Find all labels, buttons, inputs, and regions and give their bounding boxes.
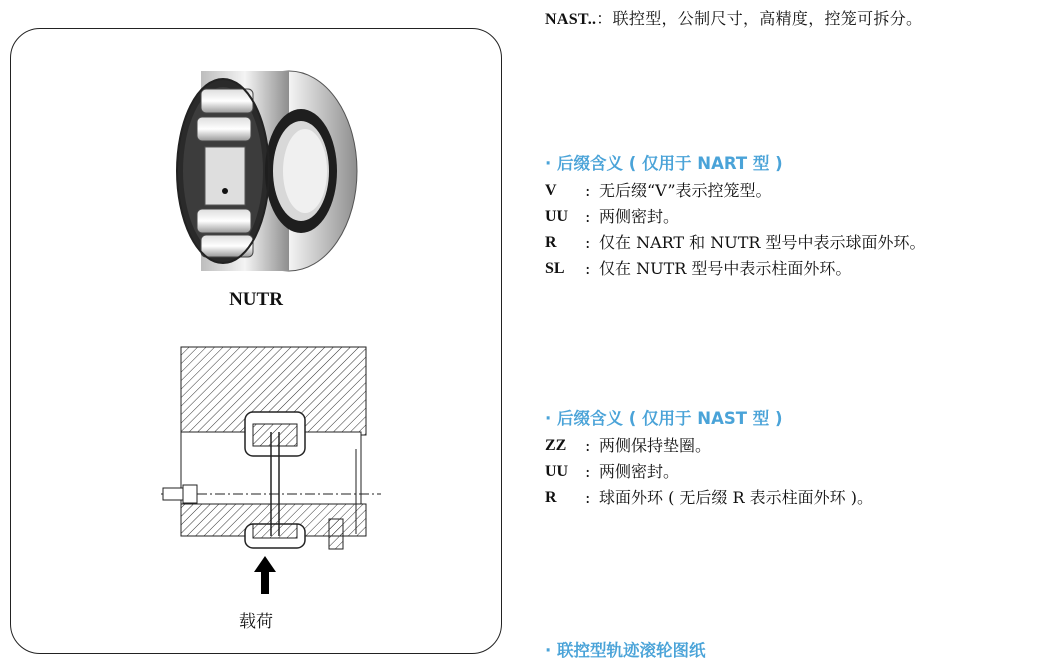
- intro-text: ：联控型，公制尺寸，高精度，控笼可拆分。: [596, 9, 923, 28]
- suffix-nast-heading: · 后缀含义 ( 仅用于 NAST 型 ): [545, 409, 783, 428]
- list-item: UU : 两侧密封。: [545, 462, 680, 481]
- intro-code: NAST..: [545, 11, 597, 28]
- load-caption: 载荷: [239, 612, 273, 632]
- list-item: ZZ : 两侧保持垫圈。: [545, 436, 712, 455]
- drawing-section-heading: · 联控型轨迹滚轮图纸: [545, 641, 706, 660]
- suffix-nast-section: [545, 405, 873, 511]
- bearing-illustration: [171, 59, 361, 279]
- list-item: SL : 仅在 NUTR 型号中表示柱面外环。: [545, 259, 852, 278]
- list-item: UU : 两侧密封。: [545, 207, 680, 226]
- suffix-nart-heading: · 后缀含义 ( 仅用于 NART 型 ): [545, 154, 783, 173]
- list-item: V : 无后缀“V”表示控笼型。: [545, 181, 772, 200]
- load-arrow-icon: [254, 556, 276, 594]
- list-item: R : 球面外环 ( 无后缀 R 表示柱面外环 )。: [545, 488, 873, 507]
- drawing-section: [545, 637, 706, 665]
- list-item: R : 仅在 NART 和 NUTR 型号中表示球面外环。: [545, 233, 926, 252]
- cross-section-drawing: [141, 344, 391, 554]
- suffix-nart-section: [545, 150, 926, 282]
- figure-panel: [10, 28, 502, 654]
- bearing-caption: NUTR: [229, 289, 283, 310]
- intro-line: [545, 6, 922, 29]
